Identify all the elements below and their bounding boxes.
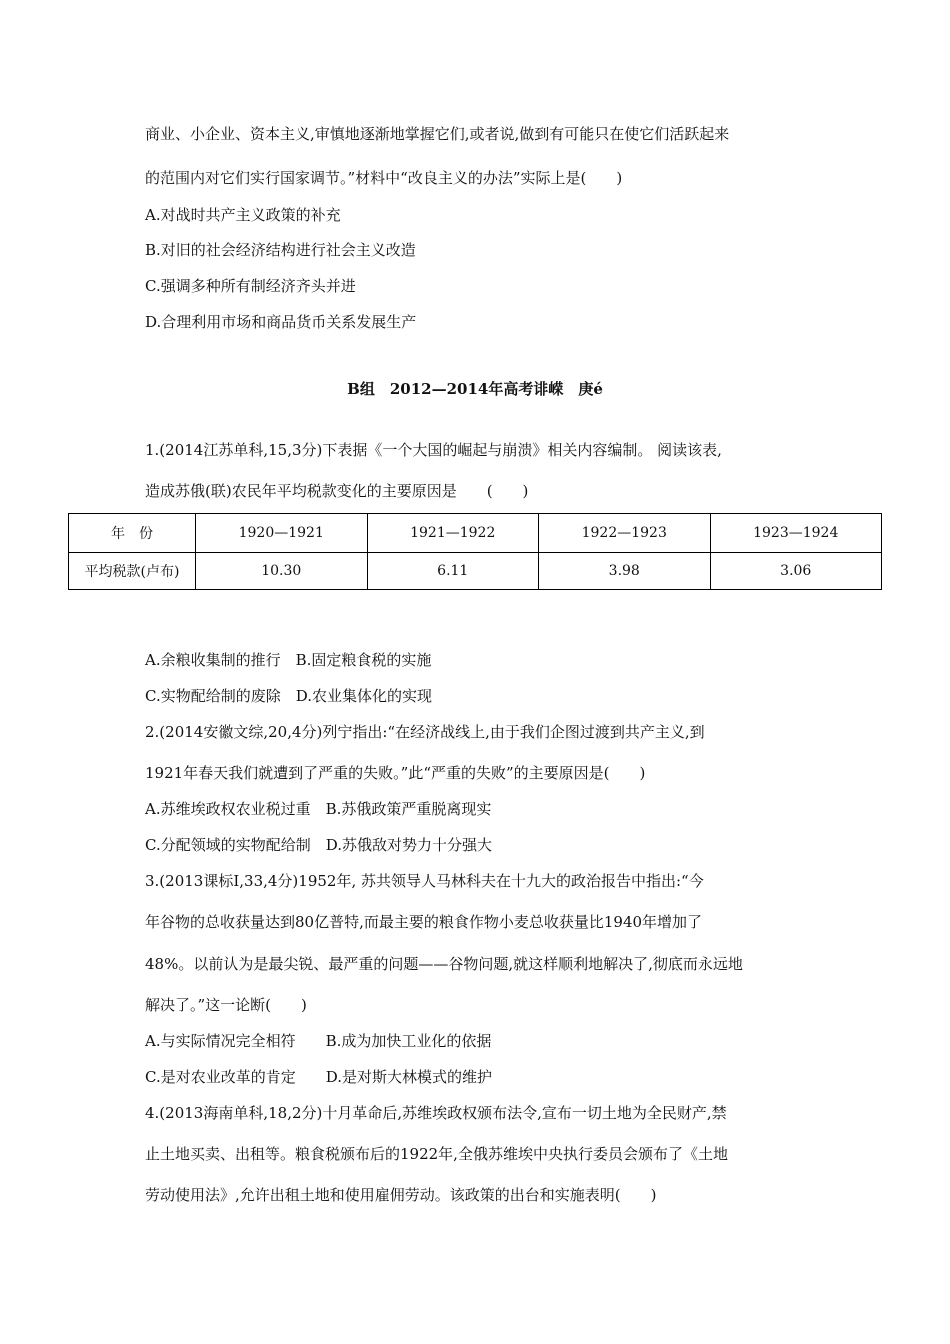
table-cell: 6.11 — [367, 553, 539, 590]
option-b: B.对旧的社会经济结构进行社会主义改造 — [145, 241, 416, 259]
option-d: D.合理利用市场和商品货币关系发展生产 — [145, 313, 417, 331]
question-2-stem: 2.(2014安徽文综,20,4分)列宁指出:“在经济战线上,由于我们企图过渡到共产主义,到 — [145, 723, 705, 741]
text-line: 商业、小企业、资本主义,审慎地逐渐地掌握它们,或者说,做到有可能只在使它们活跃起来 — [145, 125, 730, 143]
table-header-cell: 1920—1921 — [196, 514, 368, 553]
table-cell: 3.06 — [710, 553, 882, 590]
table-header-cell: 1921—1922 — [367, 514, 539, 553]
question-1-stem: 造成苏俄(联)农民年平均税款变化的主要原因是 ( ) — [145, 482, 529, 500]
table-cell: 平均税款(卢布) — [69, 553, 196, 590]
question-3-options: C.是对农业改革的肯定 D.是对斯大林模式的维护 — [145, 1068, 492, 1086]
question-4-stem: 4.(2013海南单科,18,2分)十月革命后,苏维埃政权颁布法令,宣布一切土地为全民财产,禁 — [145, 1104, 727, 1122]
question-2-stem: 1921年春天我们就遭到了严重的失败。”此“严重的失败”的主要原因是( ) — [145, 764, 646, 782]
question-1-options: A.余粮收集制的推行 B.固定粮食税的实施 — [145, 651, 432, 669]
question-1-options: C.实物配给制的废除 D.农业集体化的实现 — [145, 687, 432, 705]
section-heading: B组 2012—2014年高考诽嵘 庚é — [347, 380, 603, 398]
question-3-stem: 48%。以前认为是最尖锐、最严重的问题——谷物问题,就这样顺利地解决了,彻底而永远地 — [145, 955, 743, 973]
table-header-cell: 1923—1924 — [710, 514, 882, 553]
tax-table — [68, 513, 882, 590]
question-3-stem: 3.(2013课标Ⅰ,33,4分)1952年, 苏共领导人马林科夫在十九大的政治报告中指出:“今 — [145, 872, 704, 890]
question-4-stem: 劳动使用法》,允许出租土地和使用雇佣劳动。该政策的出台和实施表明( ) — [145, 1186, 657, 1204]
option-a: A.对战时共产主义政策的补充 — [145, 206, 341, 224]
question-3-options: A.与实际情况完全相符 B.成为加快工业化的依据 — [145, 1032, 492, 1050]
question-2-options: C.分配领域的实物配给制 D.苏俄敌对势力十分强大 — [145, 836, 492, 854]
option-c: C.强调多种所有制经济齐头并进 — [145, 277, 356, 295]
table-header-cell: 1922—1923 — [539, 514, 711, 553]
text-line: 的范围内对它们实行国家调节。”材料中“改良主义的办法”实际上是( ) — [145, 169, 623, 187]
question-3-stem: 解决了。”这一论断( ) — [145, 996, 307, 1014]
question-1-stem: 1.(2014江苏单科,15,3分)下表据《一个大国的崛起与崩溃》相关内容编制。 阅读该表, — [145, 441, 722, 459]
question-2-options: A.苏维埃政权农业税过重 B.苏俄政策严重脱离现实 — [145, 800, 492, 818]
question-3-stem: 年谷物的总收获量达到80亿普特,而最主要的粮食作物小麦总收获量比1940年增加了 — [145, 913, 703, 931]
table-cell: 3.98 — [539, 553, 711, 590]
question-4-stem: 止土地买卖、出租等。粮食税颁布后的1922年,全俄苏维埃中央执行委员会颁布了《土地 — [145, 1145, 728, 1163]
table-header-cell: 年 份 — [69, 514, 196, 553]
table-row — [69, 553, 882, 590]
table-cell: 10.30 — [196, 553, 368, 590]
table-header-row — [69, 514, 882, 553]
